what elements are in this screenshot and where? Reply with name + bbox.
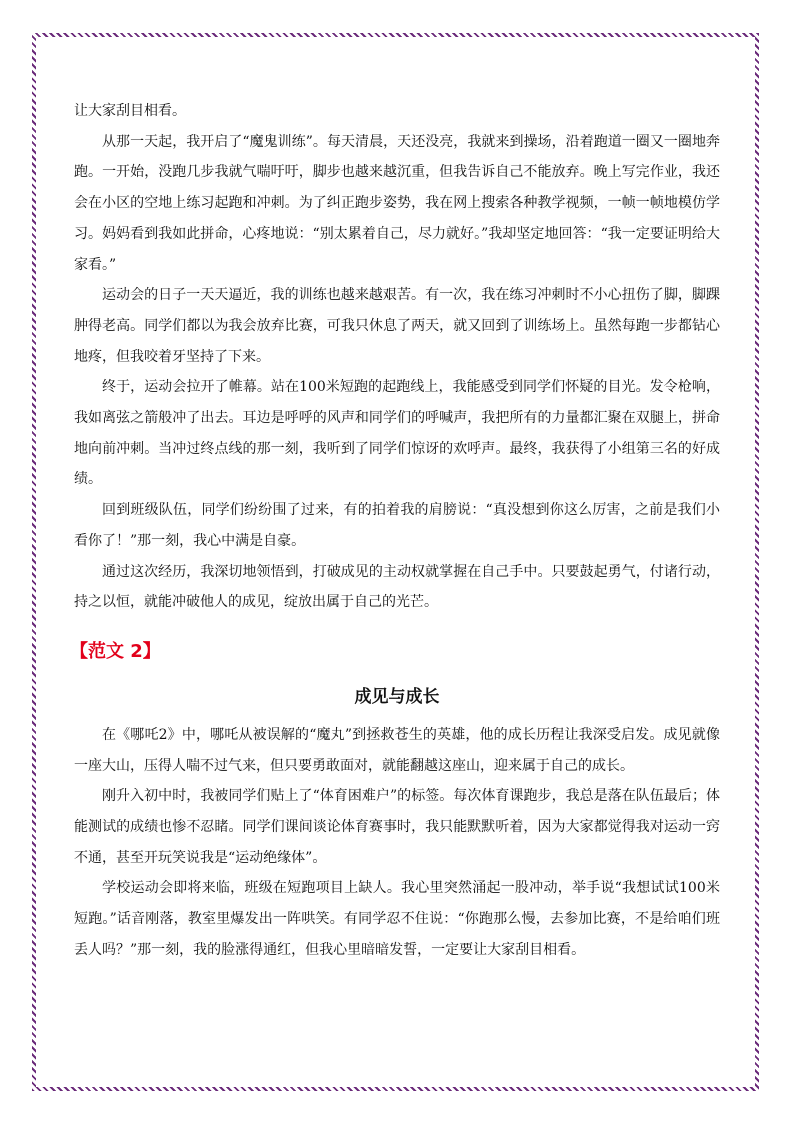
paragraph: 回到班级队伍，同学们纷纷围了过来，有的拍着我的肩膀说：“真没想到你这么厉害，之前是我们小看你了！”那一刻，我心中满是自豪。 — [74, 502, 720, 549]
paragraph: 在《哪吒2》中，哪吒从被误解的“魔丸”到拯救苍生的英雄，他的成长历程让我深受启发。成见就像一座大山，压得人喘不过气来，但只要勇敢面对，就能翻越这座山，迎来属于自己的成长。 — [74, 726, 720, 774]
essay-title: 成见与成长 — [354, 686, 440, 707]
paragraph: 学校运动会即将来临，班级在短跑项目上缺人。我心里突然涌起一股冲动，举手说“我想试试100米短跑。”话音刚落，教室里爆发出一阵哄笑。有同学忍不住说：“你跑那么慢，去参加比赛，不是给咱们班丢人吗？”那一刻，我的脸涨得通红，但我心里暗暗发誓，一定要让大家刮目相看。 — [74, 880, 720, 958]
paragraph: 让大家刮目相看。 — [74, 103, 186, 119]
paragraph: 通过这次经历，我深切地领悟到，打破成见的主动权就掌握在自己手中。只要鼓起勇气，付诸行动，持之以恒，就能冲破他人的成见，绽放出属于自己的光芒。 — [74, 563, 720, 611]
paragraph: 刚升入初中时，我被同学们贴上了“体育困难户”的标签。每次体育课跑步，我总是落在队伍最后；体能测试的成绩也惨不忍睹。同学们课间谈论体育赛事时，我只能默默听着，因为大家都觉得我对运动一窍不通，甚至开玩笑说我是“运动绝缘体”。 — [74, 788, 720, 866]
paragraph: 从那一天起，我开启了“魔鬼训练”。每天清晨，天还没亮，我就来到操场，沿着跑道一圈又一圈地奔跑。一开始，没跑几步我就气喘吁吁，脚步也越来越沉重，但我告诉自己不能放弃。晚上写完作业，我还会在小区的空地上练习起跑和冲刺。为了纠正跑步姿势，我在网上搜索各种教学视频，一帧一帧地模仿学习。妈妈看到我如此拼命，心疼地说：“别太累着自己，尽力就好。”我却坚定地回答：“我一定要证明给大家看。” — [74, 133, 720, 273]
paragraph: 终于，运动会拉开了帷幕。站在100米短跑的起跑线上，我能感受到同学们怀疑的目光。发令枪响，我如离弦之箭般冲了出去。耳边是呼呼的风声和同学们的呼喊声，我把所有的力量都汇聚在双腿上，拼命地向前冲刺。当冲过终点线的那一刻，我听到了同学们惊讶的欢呼声。最终，我获得了小组第三名的好成绩。 — [74, 379, 720, 488]
section-label: 【范文 2】 — [70, 640, 161, 662]
document-body — [70, 96, 720, 966]
paragraph: 运动会的日子一天天逼近，我的训练也越来越艰苦。有一次，我在练习冲刺时不小心扭伤了脚，脚踝肿得老高。同学们都以为我会放弃比赛，可我只休息了两天，就又回到了训练场上。虽然每跑一步都钻心地疼，但我咬着牙坚持了下来。 — [74, 287, 720, 365]
